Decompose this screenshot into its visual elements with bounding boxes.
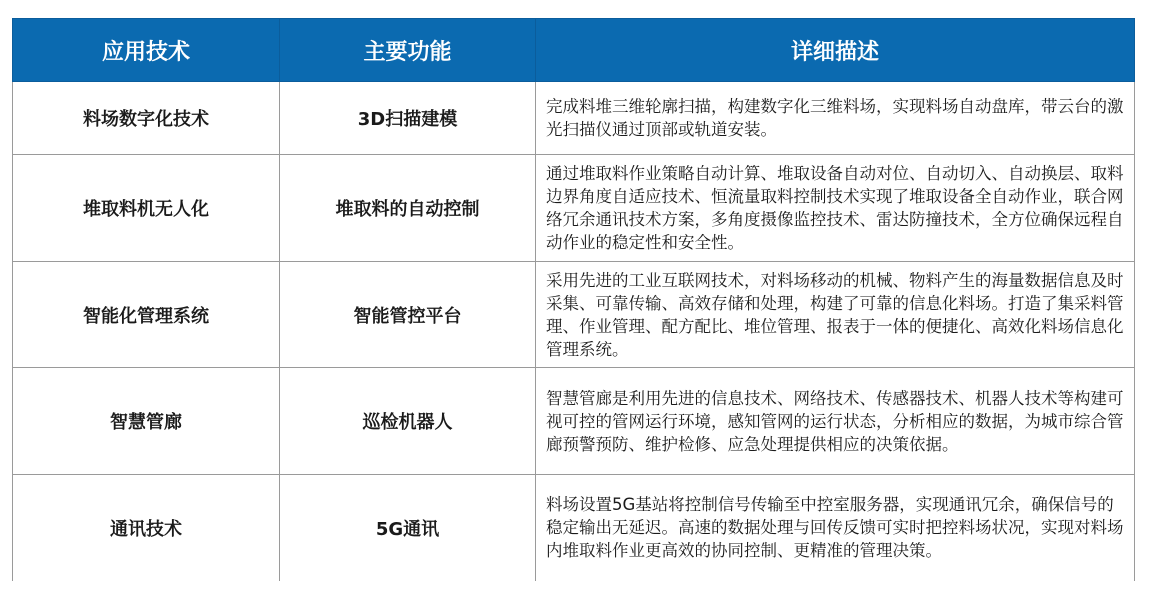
function-cell: 3D扫描建模 [280,82,536,155]
function-cell: 智能管控平台 [280,262,536,368]
description-cell: 料场设置5G基站将控制信号传输至中控室服务器，实现通讯冗余，确保信号的稳定输出无延迟。高速的数据处理与回传反馈可实时把控料场状况，实现对料场内堆取料作业更高效的协同控制、更精准的管理决策。 [536,475,1135,581]
description-cell: 完成料堆三维轮廓扫描，构建数字化三维料场，实现料场自动盘库，带云台的激光扫描仪通过顶部或轨道安装。 [536,82,1135,155]
technology-cell: 智能化管理系统 [13,262,280,368]
header-application-technology: 应用技术 [13,19,280,82]
table-row [13,155,1135,262]
technology-cell: 料场数字化技术 [13,82,280,155]
technology-cell: 智慧管廊 [13,368,280,475]
header-detailed-description: 详细描述 [536,19,1135,82]
table-header-row [13,19,1135,82]
technology-table [12,18,1135,581]
technology-cell: 通讯技术 [13,475,280,581]
table-row [13,368,1135,475]
function-cell: 堆取料的自动控制 [280,155,536,262]
header-main-function: 主要功能 [280,19,536,82]
function-cell: 巡检机器人 [280,368,536,475]
technology-cell: 堆取料机无人化 [13,155,280,262]
table-row [13,82,1135,155]
table-row [13,475,1135,581]
table-row [13,262,1135,368]
description-cell: 采用先进的工业互联网技术，对料场移动的机械、物料产生的海量数据信息及时采集、可靠传输、高效存储和处理，构建了可靠的信息化料场。打造了集采料管理、作业管理、配方配比、堆位管理、报表于一体的便捷化、高效化料场信息化管理系统。 [536,262,1135,368]
description-cell: 智慧管廊是利用先进的信息技术、网络技术、传感器技术、机器人技术等构建可视可控的管网运行环境，感知管网的运行状态，分析相应的数据，为城市综合管廊预警预防、维护检修、应急处理提供相应的决策依据。 [536,368,1135,475]
description-cell: 通过堆取料作业策略自动计算、堆取设备自动对位、自动切入、自动换层、取料边界角度自适应技术、恒流量取料控制技术实现了堆取设备全自动作业，联合网络冗余通讯技术方案，多角度摄像监控技术、雷达防撞技术，全方位确保远程自动作业的稳定性和安全性。 [536,155,1135,262]
function-cell: 5G通讯 [280,475,536,581]
